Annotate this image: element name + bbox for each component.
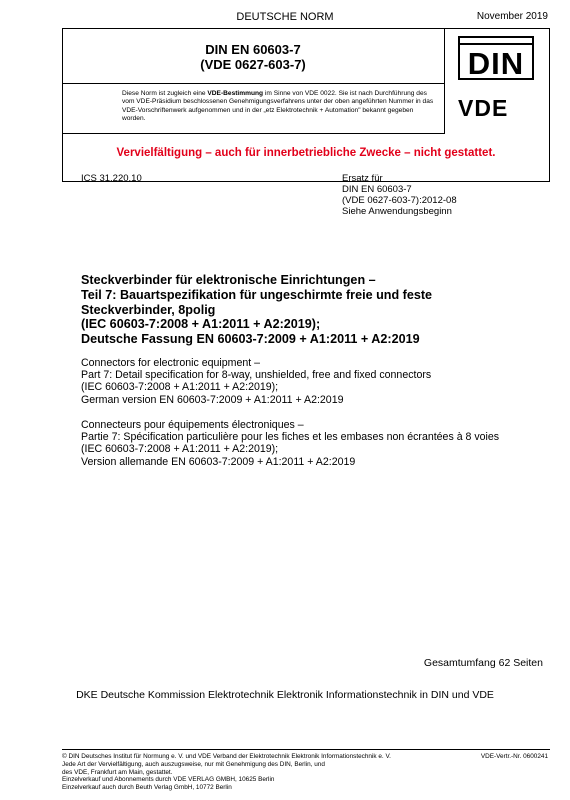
standard-number: DIN EN 60603-7 — [205, 42, 301, 57]
footer-line: Jede Art der Vervielfältigung, auch auszugsweise, nur mit Genehmigung des DIN, Berlin, und — [62, 760, 325, 768]
ics-code: ICS 31.220.10 — [81, 173, 142, 184]
replaces-vde: (VDE 0627-603-7):2012-08 — [342, 195, 457, 206]
replaces-note: Siehe Anwendungsbeginn — [342, 206, 452, 217]
german-title-line: Steckverbinder, 8polig — [81, 302, 216, 317]
replaces-label: Ersatz für — [342, 173, 383, 184]
german-title-line: Steckverbinder für elektronische Einrichtungen – — [81, 273, 376, 287]
german-title-line: Teil 7: Bauartspezifikation für ungeschirmte freie und feste — [81, 287, 433, 302]
din-logo-text: DIN — [467, 46, 525, 80]
footer-line: Einzelverkauf und Abonnements durch VDE VERLAG GMBH, 10625 Berlin — [62, 776, 275, 784]
din-logo — [458, 36, 534, 80]
total-pages: Gesamtumfang 62 Seiten — [423, 657, 543, 669]
french-title-line: Version allemande EN 60603-7:2009 + A1:2011 + A2:2019 — [81, 455, 356, 468]
vde-notice-bold: VDE-Bestimmung — [207, 90, 264, 97]
french-title-line: Connecteurs pour équipements électroniques – — [81, 419, 304, 431]
standard-number-box — [62, 28, 445, 84]
french-title — [81, 419, 541, 468]
footer-divider — [62, 749, 550, 750]
vde-logo: VDE — [458, 95, 509, 121]
replaces-block — [342, 173, 457, 217]
english-title-line: (IEC 60603-7:2008 + A1:2011 + A2:2019); — [81, 381, 279, 394]
vde-contract-number: VDE-Vertr.-Nr. 0600241 — [480, 753, 548, 760]
german-title — [81, 273, 521, 347]
english-title — [81, 357, 521, 406]
french-title-line: Partie 7: Spécification particulière pour les fiches et les embases non écrantées à 8 voies — [81, 431, 500, 444]
vde-notice — [62, 84, 445, 134]
footer-line: © DIN Deutsches Institut für Normung e. V. und VDE Verband der Elektrotechnik Elektronik Informationstechnik e. V. — [62, 753, 391, 760]
footer-line: Einzelverkauf auch durch Beuth Verlag GmbH, 10772 Berlin — [62, 784, 232, 792]
french-title-line: (IEC 60603-7:2008 + A1:2011 + A2:2019); — [81, 443, 279, 456]
vde-notice-prefix: Diese Norm ist zugleich eine — [122, 90, 208, 97]
replaces-standard: DIN EN 60603-7 — [342, 184, 412, 195]
english-title-line: German version EN 60603-7:2009 + A1:2011 + A2:2019 — [81, 393, 344, 406]
vde-number: (VDE 0627-603-7) — [200, 57, 306, 72]
publication-date: November 2019 — [476, 11, 548, 22]
german-title-line: (IEC 60603-7:2008 + A1:2011 + A2:2019); — [81, 317, 321, 332]
copyright-footer — [62, 753, 432, 792]
german-title-line: Deutsche Fassung EN 60603-7:2009 + A1:2011 + A2:2019 — [81, 332, 420, 347]
english-title-line: Connectors for electronic equipment – — [81, 357, 261, 369]
english-title-line: Part 7: Detail specification for 8-way, unshielded, free and fixed connectors — [81, 369, 432, 382]
committee-line: DKE Deutsche Kommission Elektrotechnik Elektronik Informationstechnik in DIN und VDE — [76, 689, 494, 701]
vde-notice-rest: im Sinne von VDE 0022. Sie ist nach Durchführung des vom VDE-Präsidium beschlossenen Genehmigungsverfahrens unter der oben angeführten Nummer in das VDE-Vorschriftenwerk aufgenommen und in der „etz Elektrotechnik + Automation" bekannt gegeben worden. — [122, 90, 434, 123]
footer-line: des VDE, Frankfurt am Main, gestattet. — [62, 768, 173, 776]
norm-type-header: DEUTSCHE NORM — [236, 11, 334, 23]
reproduction-warning: Vervielfältigung – auch für innerbetriebliche Zwecke – nicht gestattet. — [116, 147, 496, 159]
